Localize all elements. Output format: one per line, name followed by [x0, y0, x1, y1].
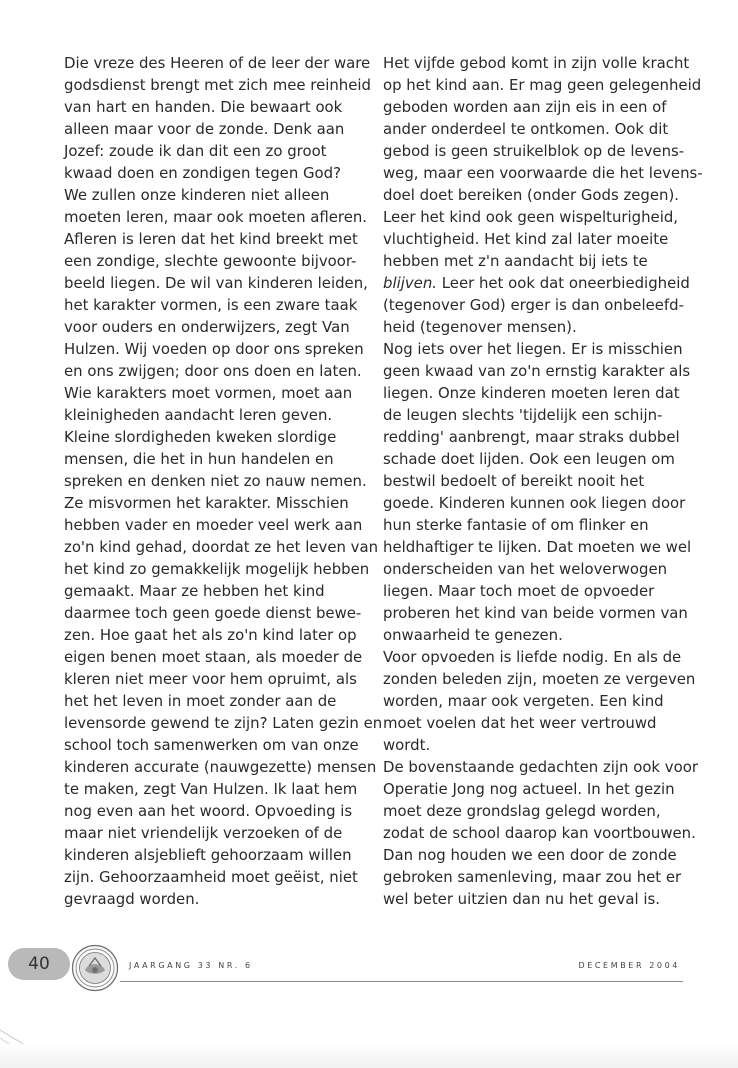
text-line: vluchtigheid. Het kind zal later moeite	[383, 230, 669, 248]
text-line: gemaakt. Maar ze hebben het kind	[64, 582, 325, 600]
journal-issue: JAARGANG 33 NR. 6	[129, 961, 253, 970]
text-line: geboden worden aan zijn eis in een of	[383, 98, 667, 116]
text-line: heldhaftiger te lijken. Dat moeten we wel	[383, 538, 692, 556]
text-line: Operatie Jong nog actueel. In het gezin	[383, 780, 675, 798]
text-line: het het leven in moet zonder aan de	[64, 692, 337, 710]
text-line: hun sterke fantasie of om flinker en	[383, 516, 649, 534]
text-line: hebben met z'n aandacht bij iets te	[383, 252, 648, 270]
text-line: kinderen alsjeblieft gehoorzaam willen	[64, 846, 352, 864]
text-line: ander onderdeel te ontkomen. Ook dit	[383, 120, 669, 138]
text-line: doel doet bereiken (onder Gods zegen).	[383, 186, 680, 204]
text-line: gevraagd worden.	[64, 890, 200, 908]
text-line: liegen. Maar toch moet de opvoeder	[383, 582, 655, 600]
text-line: van hart en handen. Die bewaart ook	[64, 98, 343, 116]
text-line: liegen. Onze kinderen moeten leren dat	[383, 384, 680, 402]
text-line: Leer het kind ook geen wispelturigheid,	[383, 208, 679, 226]
text-line: zijn. Gehoorzaamheid moet geëist, niet	[64, 868, 358, 886]
text-line: en ons zwijgen; door ons doen en laten.	[64, 362, 362, 380]
text-line: Voor opvoeden is liefde nodig. En als de	[383, 648, 682, 666]
text-line: zonden beleden zijn, moeten ze vergeven	[383, 670, 696, 688]
text-line: maar niet vriendelijk verzoeken of de	[64, 824, 343, 842]
text-line: Afleren is leren dat het kind breekt met	[64, 230, 358, 248]
text-line: het karakter vormen, is een zware taak	[64, 296, 358, 314]
text-line: de leugen slechts 'tijdelijk een schijn-	[383, 406, 663, 424]
text-line: moeten leren, maar ook moeten afleren.	[64, 208, 368, 226]
text-line: proberen het kind van beide vormen van	[383, 604, 688, 622]
text-line: voor ouders en onderwijzers, zegt Van	[64, 318, 350, 336]
text-line: spreken en denken niet zo nauw nemen.	[64, 472, 367, 490]
text-line: te maken, zegt Van Hulzen. Ik laat hem	[64, 780, 358, 798]
text-line: Hulzen. Wij voeden op door ons spreken	[64, 340, 364, 358]
text-line: levensorde gewend te zijn? Laten gezin en	[64, 714, 383, 732]
text-line: goede. Kinderen kunnen ook liegen door	[383, 494, 686, 512]
text-line: Dan nog houden we een door de zonde	[383, 846, 677, 864]
journal-seal-icon	[71, 944, 119, 992]
text-line: kleinigheden aandacht leren geven.	[64, 406, 333, 424]
text-line: kwaad doen en zondigen tegen God?	[64, 164, 341, 182]
text-line: Nog iets over het liegen. Er is misschien	[383, 340, 683, 358]
text-line: onderscheiden van het weloverwogen	[383, 560, 668, 578]
text-line: het kind zo gemakkelijk mogelijk hebben	[64, 560, 370, 578]
text-line: Die vreze des Heeren of de leer der ware	[64, 54, 371, 72]
text-line: zen. Hoe gaat het als zo'n kind later op	[64, 626, 357, 644]
text-line: beeld liegen. De wil van kinderen leiden,	[64, 274, 368, 292]
text-line: een zondige, slechte gewoonte bijvoor-	[64, 252, 357, 270]
text-line: hebben vader en moeder veel werk aan	[64, 516, 363, 534]
page-number: 40	[28, 954, 50, 974]
text-line	[383, 272, 690, 294]
text-line: geen kwaad van zo'n ernstig karakter als	[383, 362, 691, 380]
text-line: zo'n kind gehad, doordat ze het leven van	[64, 538, 379, 556]
text-line: zodat de school daarop kan voortbouwen.	[383, 824, 696, 842]
text-line: weg, maar een voorwaarde die het levens-	[383, 164, 703, 182]
text-line: Het vijfde gebod komt in zijn volle kracht	[383, 54, 690, 72]
text-line: Jozef: zoude ik dan dit een zo groot	[64, 142, 327, 160]
text-line: wel beter uitzien dan nu het geval is.	[383, 890, 660, 908]
left-column	[64, 52, 383, 910]
text-line: mensen, die het in hun handelen en	[64, 450, 334, 468]
page-footer	[0, 944, 738, 984]
text-line: gebod is geen struikelblok op de levens-	[383, 142, 685, 160]
text-line: godsdienst brengt met zich mee reinheid	[64, 76, 371, 94]
text-line: wordt.	[383, 736, 431, 754]
text-line: onwaarheid te genezen.	[383, 626, 563, 644]
footer-divider	[120, 981, 683, 982]
page-bottom-edge	[0, 1044, 738, 1068]
text-line: (tegenover God) erger is dan onbeleefd-	[383, 296, 684, 314]
text-line: De bovenstaande gedachten zijn ook voor	[383, 758, 698, 776]
text-line: alleen maar voor de zonde. Denk aan	[64, 120, 345, 138]
text-line: op het kind aan. Er mag geen gelegenheid	[383, 76, 702, 94]
text-line: eigen benen moet staan, als moeder de	[64, 648, 363, 666]
text-line: nog even aan het woord. Opvoeding is	[64, 802, 353, 820]
text-line: worden, maar ook vergeten. Een kind	[383, 692, 664, 710]
text-line: Ze misvormen het karakter. Misschien	[64, 494, 349, 512]
text-line: school toch samenwerken om van onze	[64, 736, 359, 754]
text-line: schade doet lijden. Ook een leugen om	[383, 450, 675, 468]
text-line: kinderen accurate (nauwgezette) mensen	[64, 758, 377, 776]
text-line: redding' aanbrengt, maar straks dubbel	[383, 428, 680, 446]
text-line: Wie karakters moet vormen, moet aan	[64, 384, 353, 402]
text-line: bestwil bedoelt of bereikt nooit het	[383, 472, 645, 490]
text-line: daarmee toch geen goede dienst bewe-	[64, 604, 362, 622]
text-fragment: Leer het ook dat oneerbiedigheid	[441, 274, 690, 292]
right-column	[383, 52, 703, 910]
italic-word: blijven.	[383, 274, 438, 292]
text-line: heid (tegenover mensen).	[383, 318, 577, 336]
text-line: moet deze grondslag gelegd worden,	[383, 802, 661, 820]
text-line: We zullen onze kinderen niet alleen	[64, 186, 330, 204]
issue-date: DECEMBER 2004	[578, 961, 680, 970]
text-line: moet voelen dat het weer vertrouwd	[383, 714, 657, 732]
text-line: Kleine slordigheden kweken slordige	[64, 428, 337, 446]
text-line: kleren niet meer voor hem opruimt, als	[64, 670, 357, 688]
text-line: gebroken samenleving, maar zou het er	[383, 868, 682, 886]
